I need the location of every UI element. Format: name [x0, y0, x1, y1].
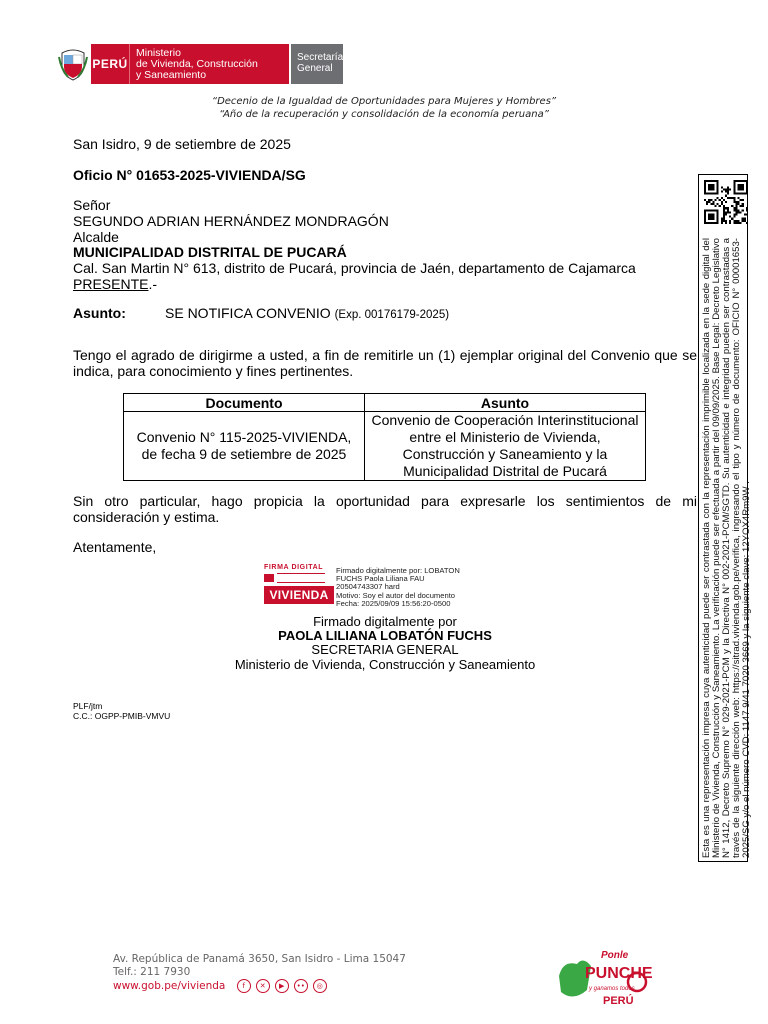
punche-peru: PERÚ: [603, 995, 634, 1007]
presente-line: [73, 276, 157, 292]
subject-text: SE NOTIFICA CONVENIO: [165, 305, 331, 321]
footer-web-link[interactable]: www.gob.pe/vivienda: [113, 980, 226, 992]
table-cell-documento: Convenio N° 115-2025-VIVIENDA, de fecha 9 de setiembre de 2025: [124, 412, 365, 481]
table-cell-asunto: Convenio de Cooperación Interinstitucional entre el Ministerio de Vivienda, Construcción y Saneamiento y la Municipalidad Distrital de Pucará: [365, 412, 646, 481]
decenio-line-2: “Año de la recuperación y consolidación de la economía peruana”: [219, 109, 549, 120]
signer-name: PAOLA LILIANA LOBATÓN FUCHS: [278, 628, 492, 643]
peru-label: PERÚ: [91, 44, 129, 84]
reference-initials: PLF/jtm: [73, 701, 103, 711]
instagram-icon[interactable]: ◎: [313, 979, 327, 993]
paragraph-closing: Sin otro particular, hago propicia la oportunidad para expresarle los sentimientos de mi consideración y estima.: [73, 493, 697, 525]
table-header-asunto: Asunto: [365, 394, 646, 412]
subject-expediente: (Exp. 00176179-2025): [334, 309, 450, 321]
letter-date: San Isidro, 9 de setiembre de 2025: [73, 136, 291, 152]
recipient-name: SEGUNDO ADRIAN HERNÁNDEZ MONDRAGÓN: [73, 213, 389, 229]
digital-signature-seal: [264, 564, 334, 612]
punche-peru-logo: [553, 946, 653, 1008]
presente-suffix: .-: [148, 276, 158, 292]
subject-label: Asunto:: [73, 305, 126, 321]
x-icon[interactable]: ✕: [256, 979, 270, 993]
subject-line: [165, 305, 449, 323]
table-row: [124, 412, 646, 481]
closing-salutation: Atentamente,: [73, 539, 157, 555]
social-icons: [237, 979, 327, 993]
punche-ponle: Ponle: [601, 950, 629, 961]
signed-by-label: Firmado digitalmente por: [313, 614, 457, 629]
footer-phone: Telf.: 211 7930: [113, 966, 191, 978]
table-header-row: [124, 394, 646, 412]
verification-stamp-text: Esta es una representación impresa cuya autenticidad puede ser contrastada con la representación imprimible localizada en la sede digital del Ministerio de Vivienda, Construcción y Saneamiento. La verificación puede ser efectuada a partir del 09/09/2025. Base Legal: Decreto Legislativo N° 1412, Decreto Supremo N° 029-2021-PCM y la Directiva N° 002-2021-PCM/SGTD. Su autenticidad e integridad pueden ser contrastadas a través de la siguiente dirección web: https://sitrad.vivienda.gob.pe/verifica, ingresando el tipo y número de documento: OFICIO N° 00001653-2025/SG y/o el número CVD: 1147 9/41 7020 3669 y la siguiente clave: 12YOX4Rm9W .: [701, 238, 752, 858]
recipient-salutation: Señor: [73, 197, 111, 213]
facebook-icon[interactable]: f: [237, 979, 251, 993]
header-logo-bar: [55, 44, 343, 84]
oficio-number: Oficio N° 01653-2025-VIVIENDA/SG: [73, 167, 306, 183]
footer-address: Av. República de Panamá 3650, San Isidro - Lima 15047: [113, 953, 406, 965]
document-table: [123, 393, 646, 481]
table-header-documento: Documento: [124, 394, 365, 412]
secretaria-general-label: Secretaría General: [289, 44, 343, 84]
ministry-name: Ministerio de Vivienda, Construcción y Saneamiento: [129, 44, 289, 84]
recipient-role: Alcalde: [73, 229, 119, 245]
seal-mini-logo: [264, 573, 334, 583]
punche-tagline: y ganamos todos: [589, 986, 635, 992]
youtube-icon[interactable]: ▶: [275, 979, 289, 993]
signer-title: SECRETARIA GENERAL: [311, 642, 459, 657]
punche-word: PUNCHE: [585, 965, 653, 982]
recipient-address: Cal. San Martin N° 613, distrito de Pucará, provincia de Jaén, departamento de Cajamarca: [73, 260, 636, 276]
signer-organization: Ministerio de Vivienda, Construcción y Saneamiento: [234, 657, 536, 672]
qr-code-icon: [704, 180, 748, 224]
presente-label: PRESENTE: [73, 276, 149, 292]
vivienda-badge: VIVIENDA: [264, 586, 334, 604]
firma-digital-label: FIRMA DIGITAL: [264, 564, 324, 571]
recipient-entity: MUNICIPALIDAD DISTRITAL DE PUCARÁ: [73, 244, 347, 260]
decenio-line-1: “Decenio de la Igualdad de Oportunidades para Mujeres y Hombres”: [211, 96, 557, 107]
footer-web-row: [113, 979, 327, 993]
signature-metadata: Firmado digitalmente por: LOBATON FUCHS Paola Liliana FAU 20504743307 hard Motivo: Soy el autor del documento Fecha: 2025/09/09 15:56:20-0500: [336, 566, 460, 608]
paragraph-intro: Tengo el agrado de dirigirme a usted, a fin de remitirle un (1) ejemplar original del Convenio que se indica, para conocimiento y fines pertinentes.: [73, 347, 697, 379]
coat-of-arms-icon: [55, 44, 91, 84]
reference-cc: C.C.: OGPP-PMIB-VMVU: [73, 711, 171, 721]
flickr-icon[interactable]: ••: [294, 979, 308, 993]
